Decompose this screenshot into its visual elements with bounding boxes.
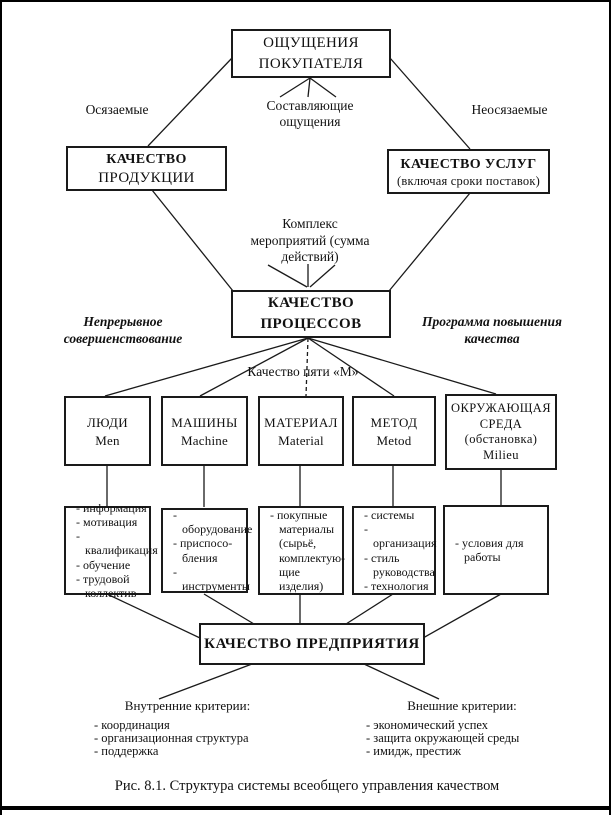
node-process-quality bbox=[231, 290, 391, 338]
node-services-quality-line1: КАЧЕСТВО УСЛУГ bbox=[400, 156, 537, 172]
list-item: - приспосо-бления bbox=[169, 536, 244, 564]
node-people bbox=[64, 396, 151, 466]
label-sensation-components: Составляющие ощущения bbox=[266, 98, 354, 129]
criteria-internal bbox=[90, 698, 285, 757]
criteria-item: - экономический успех bbox=[362, 719, 562, 732]
list-item: - стиль руководства bbox=[360, 551, 432, 579]
criteria-item: - имидж, престиж bbox=[362, 745, 562, 758]
node-buyer-sensations-line1: ОЩУЩЕНИЯ bbox=[263, 34, 359, 51]
list-item: - покупные материалы (сырьё, комплектую-щие изделия) bbox=[266, 508, 340, 593]
line-product-process bbox=[152, 190, 233, 291]
node-environment bbox=[445, 394, 557, 470]
node-machines bbox=[161, 396, 248, 466]
fork-sensations-right bbox=[310, 78, 336, 97]
node-enterprise-quality bbox=[199, 623, 425, 665]
list-material bbox=[258, 506, 344, 595]
node-method bbox=[352, 396, 436, 466]
list-item: - мотивация bbox=[72, 515, 147, 529]
list-item: - организация bbox=[360, 522, 432, 550]
line-services-process bbox=[389, 193, 470, 291]
conv-people bbox=[107, 594, 200, 638]
node-product-quality-line1: КАЧЕСТВО bbox=[106, 151, 187, 167]
list-item: - квалификация bbox=[72, 529, 147, 557]
list-item: - трудовой коллектив bbox=[72, 572, 147, 600]
node-buyer-sensations bbox=[231, 29, 391, 78]
label-quality-program: Программа повышения качества bbox=[422, 314, 562, 346]
node-process-quality-line1: КАЧЕСТВО bbox=[267, 295, 355, 311]
div-internal bbox=[159, 664, 252, 699]
node-method-title: МЕТОД bbox=[370, 414, 418, 430]
node-services-quality bbox=[387, 149, 550, 194]
criteria-item: - организационная структура bbox=[90, 732, 285, 745]
fork-sensations-mid bbox=[308, 78, 310, 97]
list-item: - информация bbox=[72, 501, 147, 515]
node-people-title: ЛЮДИ bbox=[86, 414, 129, 430]
node-material-title: МАТЕРИАЛ bbox=[264, 414, 338, 430]
criteria-item: - поддержка bbox=[90, 745, 285, 758]
list-method bbox=[352, 506, 436, 595]
figure-caption: Рис. 8.1. Структура системы всеобщего управления качеством bbox=[114, 778, 500, 794]
fork-process-left bbox=[268, 265, 307, 287]
list-item: - условия для работы bbox=[451, 536, 545, 564]
label-actions-complex: Комплекс мероприятий (сумма действий) bbox=[250, 216, 370, 264]
conv-method bbox=[346, 594, 393, 624]
node-environment-latin: Milieu bbox=[483, 447, 519, 462]
node-environment-title: ОКРУЖАЮЩАЯ СРЕДА (обстановка) bbox=[451, 401, 551, 446]
label-intangible: Неосязаемые bbox=[471, 102, 548, 117]
node-product-quality bbox=[66, 146, 227, 191]
list-machines bbox=[161, 508, 253, 593]
conv-machines bbox=[204, 594, 254, 624]
node-enterprise-quality-label: КАЧЕСТВО ПРЕДПРИЯТИЯ bbox=[204, 635, 420, 652]
list-item: - технология bbox=[360, 579, 432, 593]
criteria-item: - защита окружающей среды bbox=[362, 732, 562, 745]
node-services-quality-line2: (включая сроки поставок) bbox=[397, 173, 540, 188]
list-environment bbox=[443, 505, 549, 595]
node-method-latin: Metod bbox=[376, 432, 412, 448]
list-item: - обучение bbox=[72, 558, 147, 572]
criteria-internal-heading: Внутренние критерии: bbox=[124, 698, 251, 713]
criteria-external-heading: Внешние критерии: bbox=[407, 698, 517, 713]
criteria-item: - координация bbox=[90, 719, 285, 732]
node-machines-latin: Machine bbox=[181, 432, 228, 448]
fork-process-right bbox=[310, 265, 335, 287]
list-people bbox=[64, 500, 158, 601]
label-tangible: Осязаемые bbox=[85, 102, 149, 117]
node-material bbox=[258, 396, 344, 466]
node-material-latin: Material bbox=[278, 432, 324, 448]
label-continuous-improvement: Непрерывное совершенствование bbox=[63, 314, 183, 346]
div-external bbox=[364, 664, 439, 699]
list-item: - системы bbox=[360, 508, 432, 522]
node-people-latin: Men bbox=[95, 432, 120, 448]
node-machines-title: МАШИНЫ bbox=[171, 414, 238, 430]
fork-sensations-left bbox=[280, 78, 310, 97]
node-buyer-sensations-line2: ПОКУПАТЕЛЯ bbox=[258, 55, 364, 72]
list-item: - оборудование bbox=[169, 508, 244, 536]
criteria-external bbox=[362, 698, 562, 757]
label-five-m: Качество пяти «М» bbox=[247, 364, 359, 379]
node-process-quality-line2: ПРОЦЕССОВ bbox=[260, 316, 362, 332]
list-item: - инструменты bbox=[169, 565, 244, 593]
conv-environment bbox=[423, 594, 501, 638]
node-product-quality-line2: ПРОДУКЦИИ bbox=[98, 169, 195, 186]
